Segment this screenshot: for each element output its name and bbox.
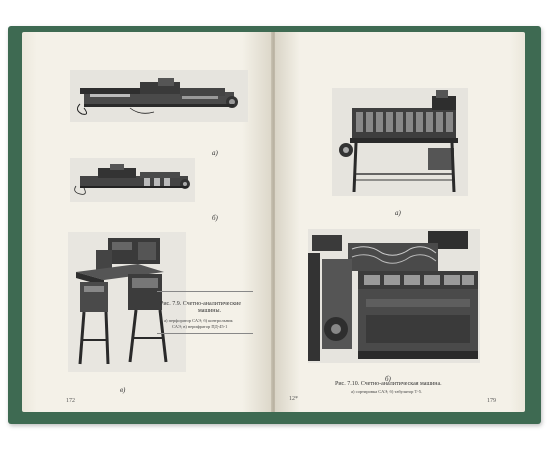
figure-label-c: в) [120,386,126,394]
right-page [275,32,525,412]
figure-label-a: а) [212,149,218,157]
figure-7-10-caption-sub: а) сортировка САЭ; б) табулятор Т-5. [351,389,423,394]
photo-card-punch [70,70,248,122]
figure-label-b: б) [212,214,218,222]
photo-tabulator [308,229,480,363]
caption-rule-bottom [157,333,253,334]
left-page [22,32,272,412]
figure-7-9-caption-sub-1: а) перфоратор САЭ; б) контрольник [164,318,233,323]
figure-7-10-caption-title: Рис. 7.10. Счетно-аналитическая машина. [335,381,442,387]
photo-verifier [70,158,195,202]
figure-7-9-caption-title: Рис. 7.9. Счетно-аналитические [160,301,242,307]
figure-label-a-right: а) [395,209,401,217]
caption-rule-top [157,291,253,292]
signature-mark: 12* [289,396,298,402]
right-page-number: 179 [487,398,496,404]
figure-label-b-right: б) [385,375,391,383]
figure-7-9-caption-sub-2: САЭ; в) верифратор ПД-45-1 [172,324,228,329]
figure-7-9-caption-title-cont: машины. [198,308,221,314]
left-page-number: 172 [66,398,75,404]
photo-sorter [332,88,468,196]
